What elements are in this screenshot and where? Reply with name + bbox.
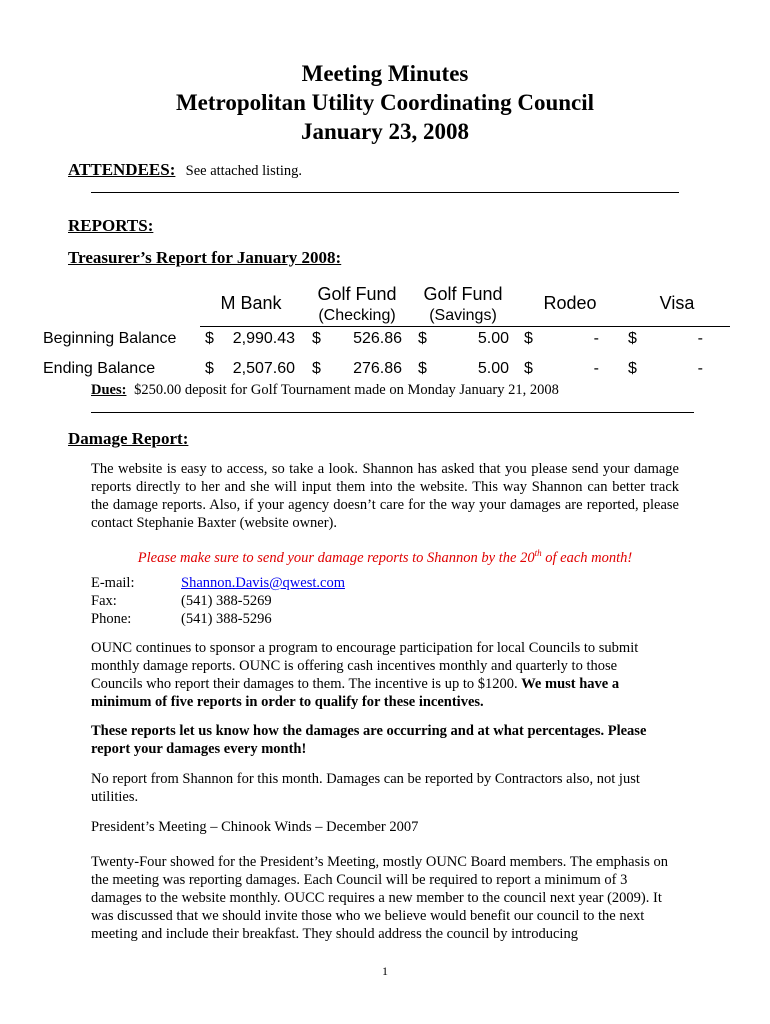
visa-value: - (697, 330, 703, 347)
col-header-golf-checking: Golf Fund (317, 284, 397, 304)
paragraph-2-text: OUNC continues to sponsor a program to encourage participation for local Councils to submit monthly damage reports. OUNC is offering cash incentives monthly and quarterly to those Councils who report their damages to them. The incentive is up to $1200. (91, 640, 639, 692)
attendees-text: See attached listing. (185, 163, 303, 179)
damage-paragraph-2 (91, 639, 671, 711)
damage-paragraph-1: The website is easy to access, so take a look. Shannon has asked that you please send your damage reports directly to her and she will input them into the website. This way Shannon can better track the damage reports. Also, if your agency doesn’t care for the way your damages are reported, please contact Stephanie Baxter (website owner). (91, 461, 679, 531)
damage-heading: Damage Report: (68, 429, 189, 448)
currency-sign: $ (524, 360, 533, 377)
col-header-golf-checking-sub: (Checking) (318, 307, 396, 324)
phone-label: Phone: (91, 611, 132, 627)
golf-savings-value: 5.00 (477, 360, 509, 377)
row-label: Beginning Balance (43, 330, 177, 347)
visa-value: - (697, 360, 703, 377)
rodeo-value: - (593, 360, 599, 377)
email-label: E-mail: (91, 575, 135, 591)
golf-savings-value: 5.00 (477, 330, 509, 347)
currency-sign: $ (524, 330, 533, 347)
dues-line (91, 381, 559, 399)
dues-label: Dues: (91, 382, 127, 398)
currency-sign: $ (418, 360, 427, 377)
presidents-meeting-heading: President’s Meeting – Chinook Winds – December 2007 (91, 819, 419, 835)
damage-paragraph-3: These reports let us know how the damages are occurring and at what percentages. Please report your damages every month! (91, 723, 647, 757)
currency-sign: $ (205, 360, 214, 377)
currency-sign: $ (628, 360, 637, 377)
damage-paragraph-6: Twenty-Four showed for the President’s Meeting, mostly OUNC Board members. The emphasis on the meeting was reporting damages. Each Council will be required to report a minimum of 3 damages to the website monthly. OUCC requires a new member to the council next year (2009). It was discussed that we should invite those who we believe would benefit our council to the next meeting and include their breakfast. They should address the council by introducing (91, 854, 669, 942)
treasurer-table (0, 0, 770, 400)
title-line-1: Meeting Minutes (301, 61, 469, 86)
mbank-value: 2,507.60 (232, 360, 295, 377)
email-link[interactable]: Shannon.Davis@qwest.com (181, 575, 345, 591)
currency-sign: $ (628, 330, 637, 347)
reminder-text-end: of each month! (541, 549, 633, 566)
title-line-2: Metropolitan Utility Coordinating Council (175, 90, 595, 115)
col-header-rodeo: Rodeo (543, 293, 597, 313)
reminder-line (0, 544, 770, 567)
fax-number: (541) 388-5269 (181, 593, 272, 609)
divider (91, 412, 694, 413)
table-header-rule (200, 326, 730, 327)
golf-checking-value: 276.86 (353, 360, 402, 377)
currency-sign: $ (418, 330, 427, 347)
reminder-text: Please make sure to send your damage reports to Shannon by the 20 (137, 549, 535, 566)
title-line-3: January 23, 2008 (300, 119, 470, 144)
attendees-label: ATTENDEES: (68, 160, 176, 179)
damage-paragraph-4: No report from Shannon for this month. Damages can be reported by Contractors also, not just utilities. (91, 771, 640, 805)
col-header-golf-savings: Golf Fund (423, 284, 503, 304)
currency-sign: $ (312, 360, 321, 377)
phone-number: (541) 388-5296 (181, 611, 272, 627)
reminder-superscript: th (534, 548, 542, 558)
dues-text: $250.00 deposit for Golf Tournament made on Monday January 21, 2008 (134, 382, 559, 398)
fax-label: Fax: (91, 593, 117, 609)
row-label: Ending Balance (43, 360, 156, 377)
currency-sign: $ (205, 330, 214, 347)
col-header-golf-savings-sub: (Savings) (429, 307, 497, 324)
golf-checking-value: 526.86 (353, 330, 402, 347)
col-header-visa: Visa (659, 293, 695, 313)
mbank-value: 2,990.43 (232, 330, 295, 347)
col-header-mbank: M Bank (220, 293, 282, 313)
rodeo-value: - (593, 330, 599, 347)
treasurer-heading: Treasurer’s Report for January 2008: (68, 248, 342, 267)
paragraph-2-bold: We must have a minimum of five reports in order to qualify for these incentives. (91, 676, 620, 710)
currency-sign: $ (312, 330, 321, 347)
page-number: 1 (382, 964, 388, 978)
reports-heading: REPORTS: (68, 216, 154, 235)
